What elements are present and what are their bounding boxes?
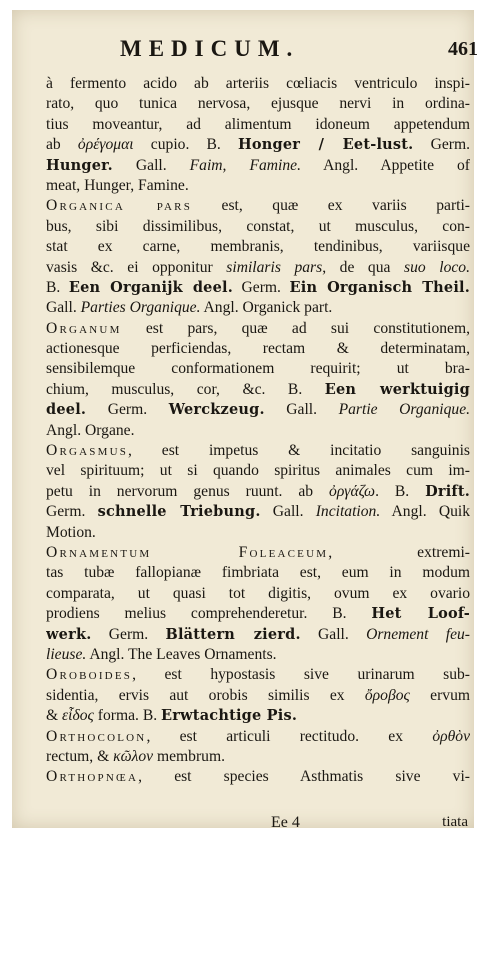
text-line (46, 380, 470, 400)
text-line (46, 441, 470, 461)
text-span: rato, quo tunica nervosa, ejusque nervi in ordina- (46, 95, 470, 113)
text-span: Germ. (413, 136, 470, 154)
text-span: Gall. (112, 156, 190, 174)
text-span: Germ. (232, 278, 290, 296)
vernacular-term: schnelle Triebung. (97, 503, 261, 521)
text-span: forma. B. (93, 707, 162, 725)
text-line (46, 237, 470, 257)
text-span: vasis &c. ei opponitur (46, 258, 227, 276)
entry-headword: Oroboides (46, 666, 133, 684)
text-span: , de qua (322, 258, 405, 276)
italic-term: Parties Organique. (80, 299, 201, 317)
text-line (46, 563, 470, 583)
vernacular-term: Een werktuigig (324, 380, 470, 398)
vernacular-term: werk. (46, 625, 92, 643)
italic-term: Partie Organique. (338, 401, 470, 419)
text-line (46, 176, 470, 196)
text-line (46, 523, 470, 543)
italic-term: εἶδος (62, 707, 94, 725)
italic-term: ὀρέγομαι (77, 136, 134, 154)
text-span: , extremi- (328, 543, 470, 561)
text-span: , est articuli rectitudo. ex (146, 727, 433, 745)
text-line (46, 196, 470, 216)
text-span: ervum (409, 686, 470, 704)
dictionary-entry (46, 665, 470, 726)
text-span: Angl. Quik (380, 503, 470, 521)
page-number: 461 (448, 38, 478, 60)
text-line (46, 686, 470, 706)
text-line (46, 278, 470, 298)
vernacular-term: Werckzeug. (168, 401, 265, 419)
italic-term: suo loco. (404, 258, 470, 276)
text-span: & (46, 707, 63, 725)
text-line (46, 706, 470, 726)
vernacular-term: Honger / Eet-lust. (238, 136, 414, 154)
text-line (46, 502, 470, 522)
italic-term: Incitation. (315, 503, 381, 521)
text-line (46, 74, 470, 94)
text-span: comparata, ut quasi tot digitis, ovum ex ovario (46, 584, 470, 602)
italic-term: Ornement feu- (366, 625, 470, 643)
text-span: , est species Asthmatis sive vi- (138, 768, 470, 786)
italic-term: similaris pars (226, 258, 323, 276)
text-line (46, 482, 470, 502)
text-span: meat, Hunger, Famine. (46, 176, 189, 194)
text-line (46, 217, 470, 237)
text-span: , est impetus & incitatio sanguinis (128, 442, 470, 460)
dictionary-entry (46, 727, 470, 768)
text-span: rectum, & (46, 747, 114, 765)
entry-headword: Organum (46, 319, 122, 337)
vernacular-term: Drift. (425, 482, 470, 500)
text-span: chium, musculus, cor, &c. B. (46, 380, 325, 398)
dictionary-entry (46, 767, 470, 787)
text-span: Gall. (260, 503, 316, 521)
entry-headword: Orgasmus (46, 442, 129, 460)
text-line (46, 298, 470, 318)
text-span: , est hypostasis sive urinarum sub- (132, 666, 470, 684)
text-line (46, 665, 470, 685)
text-span: Motion. (46, 523, 96, 541)
text-line (46, 94, 470, 114)
vernacular-term: Een Organijk deel. (68, 278, 233, 296)
entry-headword: Organica pars (46, 197, 193, 215)
text-span: petu in nervorum genus ruunt. ab (46, 482, 330, 500)
book-page (12, 10, 478, 831)
text-span: Gall. (46, 299, 81, 317)
text-line (46, 747, 470, 767)
page-header (52, 36, 482, 66)
signature-mark: Ee 4 (271, 814, 300, 831)
page-footer (46, 814, 470, 834)
vernacular-term: Ein Organisch Theil. (289, 278, 470, 296)
text-span: sensibilemque conformationem requirit; ut bra- (46, 360, 470, 378)
vernacular-term: Het Loof- (371, 605, 470, 623)
text-span: est pars, quæ ad sui constitutionem, (121, 319, 470, 337)
italic-term: lieuse. (46, 645, 87, 663)
text-line (46, 400, 470, 420)
text-span: Angl. Organe. (46, 421, 135, 439)
dictionary-entry (46, 196, 470, 318)
text-line (46, 156, 470, 176)
running-head: MEDICUM. (120, 36, 300, 61)
text-span: Germ. (91, 625, 166, 643)
italic-term: ὄροβος (364, 686, 410, 704)
text-span: stat ex carne, membranis, tendinibus, variisque (46, 238, 470, 256)
text-span: Gall. (264, 401, 339, 419)
italic-term: ὀρθὸν (432, 727, 470, 745)
vernacular-term: Hunger. (46, 156, 113, 174)
text-line (46, 135, 470, 155)
text-line (46, 258, 470, 278)
text-line (46, 359, 470, 379)
italic-term: ὀργάζω (329, 482, 376, 500)
text-span: Angl. Organick part. (200, 299, 333, 317)
vernacular-term: deel. (46, 401, 87, 419)
text-line (46, 421, 470, 441)
text-span: à fermento acido ab arteriis cœliacis ventriculo inspi- (46, 75, 470, 92)
text-line (46, 604, 470, 624)
text-line (46, 767, 470, 787)
text-span: prodiens melius comprehenderetur. B. (46, 605, 372, 623)
text-span: bus, sibi dissimilibus, constat, ut musculus, con- (46, 217, 470, 235)
text-span: Germ. (86, 401, 169, 419)
text-span: Angl. Appetite of (300, 156, 470, 174)
entry-headword: Orthopnœa (46, 768, 139, 786)
entry-headword: Ornamentum Foleaceum (46, 543, 329, 561)
text-line (46, 319, 470, 339)
text-span: . B. (375, 482, 426, 500)
text-span: B. (46, 278, 69, 296)
italic-term: κῶλον (113, 747, 154, 765)
catchword: tiata (442, 814, 468, 830)
text-span: actionesque perficiendas, rectam & determinatam, (46, 340, 470, 358)
entry-headword: Orthocolon (46, 727, 147, 745)
dictionary-entry (46, 319, 470, 441)
text-span: Gall. (300, 625, 367, 643)
dictionary-entry (46, 74, 470, 196)
text-line (46, 727, 470, 747)
text-span: cupio. B. (133, 136, 238, 154)
text-span: tas tubæ fallopianæ fimbriata est, eum in modum (46, 564, 470, 582)
text-line (46, 115, 470, 135)
text-span: est, quæ ex variis parti- (192, 197, 470, 215)
italic-term: Faim, Famine. (189, 156, 301, 174)
text-line (46, 645, 470, 665)
vernacular-term: Blättern zierd. (165, 625, 301, 643)
dictionary-entry (46, 441, 470, 543)
text-span: vel spirituum; ut si quando spiritus animales cum im- (46, 462, 470, 480)
text-line (46, 339, 470, 359)
text-line (46, 584, 470, 604)
text-line (46, 625, 470, 645)
text-line (46, 543, 470, 563)
text-span: ab (46, 136, 78, 154)
text-span: sidentia, ervis aut orobis similis ex (46, 686, 365, 704)
text-span: Germ. (46, 503, 98, 521)
text-span: tius moveantur, ad alimentum idoneum appetendum (46, 115, 470, 133)
vernacular-term: Erwtachtige Pis. (161, 707, 298, 725)
text-span: membrum. (153, 747, 225, 765)
dictionary-entry (46, 543, 470, 665)
text-line (46, 461, 470, 481)
dictionary-body (46, 74, 470, 788)
text-span: Angl. The Leaves Ornaments. (86, 645, 277, 663)
